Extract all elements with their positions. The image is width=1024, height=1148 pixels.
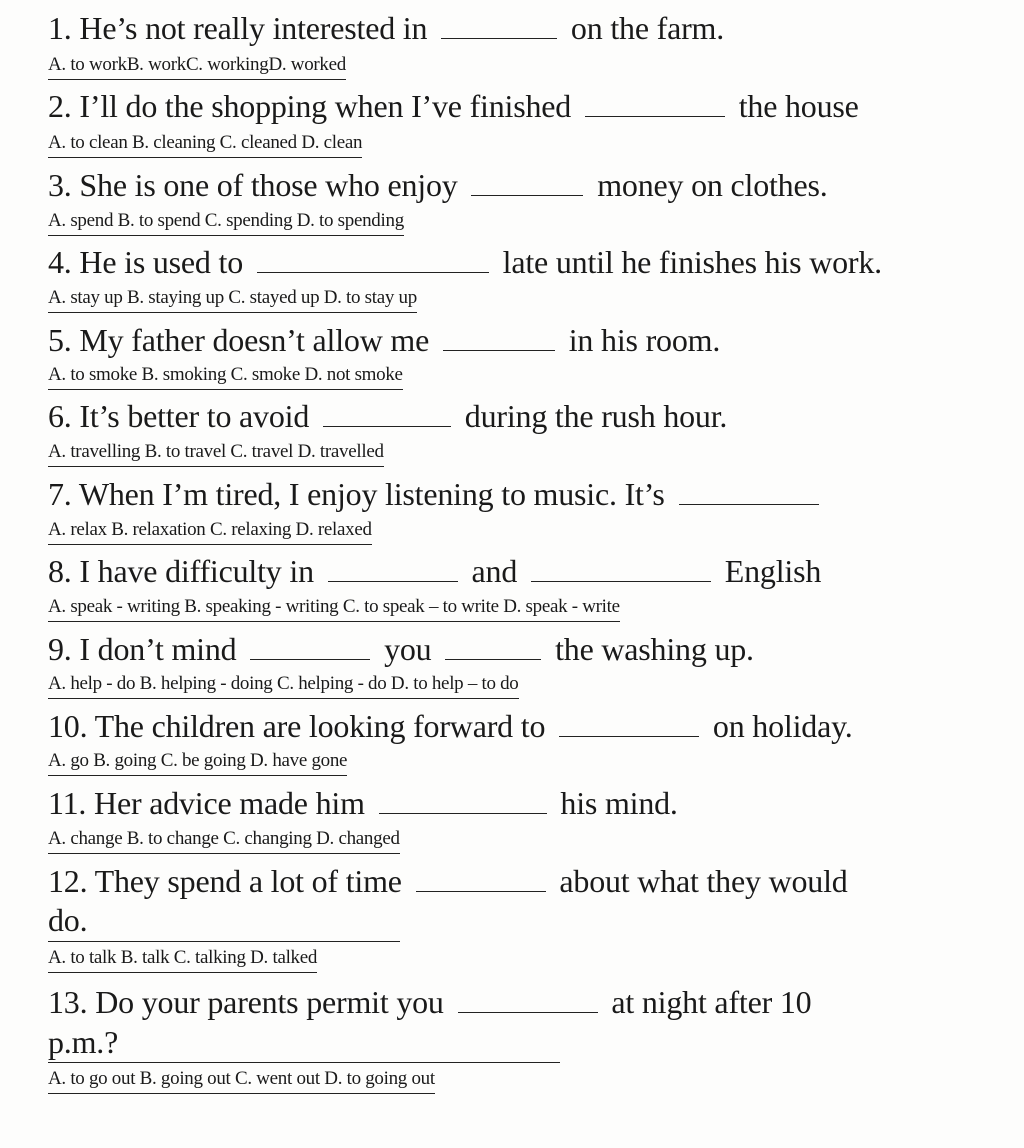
question-text: She is one of those who enjoy xyxy=(79,167,458,203)
option-c: C. travel xyxy=(230,441,294,462)
option-b: B. to change xyxy=(126,828,219,849)
question-number: 9. xyxy=(48,631,72,667)
option-c: C. talking xyxy=(173,947,246,968)
question-text: do. xyxy=(48,902,88,938)
option-c: C. smoke xyxy=(230,364,300,385)
question-text: I have difficulty in xyxy=(79,553,314,589)
options-2 xyxy=(48,132,362,158)
question-5 xyxy=(48,320,720,358)
question-number: 1. xyxy=(48,10,72,46)
question-number: 7. xyxy=(48,476,72,512)
question-10 xyxy=(48,706,853,744)
question-4 xyxy=(48,242,882,280)
answer-blank[interactable] xyxy=(257,242,489,273)
answer-blank[interactable] xyxy=(585,86,725,117)
question-text: you xyxy=(384,631,432,667)
question-number: 10. xyxy=(48,708,88,744)
option-a: A. speak - writing xyxy=(48,596,180,617)
option-d: D. speak - write xyxy=(503,596,620,617)
answer-blank[interactable] xyxy=(559,706,699,737)
option-d: D. to help – to do xyxy=(390,673,519,694)
answer-blank-1[interactable] xyxy=(250,629,370,660)
option-b: B. helping - doing xyxy=(139,673,273,694)
option-a: A. to smoke xyxy=(48,364,138,385)
question-text: Her advice made him xyxy=(94,785,365,821)
option-c: C. relaxing xyxy=(209,519,292,540)
question-number: 4. xyxy=(48,244,72,280)
option-b: B. smoking xyxy=(141,364,227,385)
question-9 xyxy=(48,629,754,667)
question-text: at night after 10 xyxy=(611,984,812,1020)
options-12 xyxy=(48,947,317,973)
question-7 xyxy=(48,474,825,512)
question-text: Do your parents permit you xyxy=(95,984,444,1020)
answer-blank[interactable] xyxy=(379,783,547,814)
option-a: A. to talk xyxy=(48,947,117,968)
question-text: late until he finishes his work. xyxy=(502,244,882,280)
question-12 xyxy=(48,861,848,899)
option-a: A. travelling xyxy=(48,441,141,462)
answer-blank-2[interactable] xyxy=(445,629,541,660)
question-6 xyxy=(48,396,727,434)
option-a: A. stay up xyxy=(48,287,123,308)
question-text: My father doesn’t allow me xyxy=(79,322,430,358)
option-b: B. to spend xyxy=(117,210,201,231)
question-number: 12. xyxy=(48,863,88,899)
options-1 xyxy=(48,54,346,80)
question-text: on the farm. xyxy=(570,10,725,46)
option-d: D. relaxed xyxy=(295,519,372,540)
option-d: D. clean xyxy=(301,132,363,153)
question-text: I don’t mind xyxy=(79,631,237,667)
question-1 xyxy=(48,8,724,46)
options-7 xyxy=(48,519,372,545)
option-a: A. go xyxy=(48,750,89,771)
answer-blank[interactable] xyxy=(416,861,546,892)
option-d: D. worked xyxy=(268,54,346,75)
question-text: They spend a lot of time xyxy=(94,863,402,899)
question-8 xyxy=(48,551,821,589)
question-text: It’s better to avoid xyxy=(79,398,310,434)
option-a: A. to work xyxy=(48,54,127,75)
answer-blank[interactable] xyxy=(443,320,555,351)
option-d: D. travelled xyxy=(297,441,384,462)
question-number: 2. xyxy=(48,88,72,124)
option-d: D. to spending xyxy=(296,210,404,231)
option-a: A. help - do xyxy=(48,673,136,694)
option-c: C. changing xyxy=(223,828,312,849)
option-b: B. to travel xyxy=(144,441,226,462)
option-b: B. work xyxy=(126,54,186,75)
question-text: money on clothes. xyxy=(597,167,828,203)
option-d: D. have gone xyxy=(250,750,348,771)
question-text: the washing up. xyxy=(555,631,754,667)
option-c: C. working xyxy=(185,54,269,75)
question-13 xyxy=(48,982,811,1020)
question-3 xyxy=(48,165,828,203)
divider-line xyxy=(48,1062,560,1063)
option-c: C. spending xyxy=(204,210,293,231)
option-b: B. relaxation xyxy=(111,519,206,540)
question-text: the house xyxy=(738,88,859,124)
answer-blank[interactable] xyxy=(679,474,819,505)
question-text: He’s not really interested in xyxy=(79,10,428,46)
option-b: B. going xyxy=(93,750,157,771)
question-number: 6. xyxy=(48,398,72,434)
option-a: A. relax xyxy=(48,519,107,540)
question-text: about what they would xyxy=(559,863,848,899)
option-b: B. going out xyxy=(139,1068,231,1089)
question-text: I’ll do the shopping when I’ve finished xyxy=(79,88,572,124)
question-number: 5. xyxy=(48,322,72,358)
option-b: B. speaking - writing xyxy=(184,596,339,617)
option-a: A. to clean xyxy=(48,132,128,153)
option-c: C. went out xyxy=(234,1068,320,1089)
option-c: C. be going xyxy=(160,750,246,771)
question-12-continuation xyxy=(48,902,87,938)
answer-blank[interactable] xyxy=(441,8,557,39)
option-d: D. talked xyxy=(250,947,318,968)
options-10 xyxy=(48,750,347,776)
options-6 xyxy=(48,441,384,467)
question-text: during the rush hour. xyxy=(464,398,728,434)
question-text: and xyxy=(471,553,518,589)
option-d: D. to stay up xyxy=(323,287,417,308)
question-text: on holiday. xyxy=(712,708,853,744)
options-3 xyxy=(48,210,404,236)
question-11 xyxy=(48,783,678,821)
option-a: A. spend xyxy=(48,210,114,231)
option-a: A. change xyxy=(48,828,123,849)
option-d: D. to going out xyxy=(324,1068,435,1089)
answer-blank-2[interactable] xyxy=(531,551,711,582)
question-text: p.m.? xyxy=(48,1024,119,1060)
option-c: C. stayed up xyxy=(228,287,320,308)
question-2 xyxy=(48,86,859,124)
option-c: C. to speak – to write xyxy=(342,596,499,617)
option-c: C. cleaned xyxy=(219,132,297,153)
question-text: He is used to xyxy=(79,244,244,280)
option-b: B. talk xyxy=(120,947,170,968)
options-8 xyxy=(48,596,620,622)
options-5 xyxy=(48,364,403,390)
option-d: D. changed xyxy=(316,828,400,849)
answer-blank[interactable] xyxy=(323,396,451,427)
question-text: English xyxy=(724,553,822,589)
answer-blank[interactable] xyxy=(471,165,583,196)
question-text: in his room. xyxy=(568,322,721,358)
option-b: B. staying up xyxy=(127,287,224,308)
question-number: 8. xyxy=(48,553,72,589)
answer-blank-1[interactable] xyxy=(328,551,458,582)
answer-blank[interactable] xyxy=(458,982,598,1013)
question-text: his mind. xyxy=(560,785,678,821)
option-a: A. to go out xyxy=(48,1068,136,1089)
question-number: 13. xyxy=(48,984,88,1020)
options-11 xyxy=(48,828,400,854)
option-c: C. helping - do xyxy=(276,673,387,694)
question-text: When I’m tired, I enjoy listening to music. It’s xyxy=(78,476,665,512)
question-text: The children are looking forward to xyxy=(94,708,546,744)
question-number: 11. xyxy=(48,785,87,821)
option-d: D. not smoke xyxy=(304,364,403,385)
options-9 xyxy=(48,673,519,699)
question-13-continuation xyxy=(48,1024,118,1060)
divider-line xyxy=(48,941,400,942)
options-4 xyxy=(48,287,417,313)
option-b: B. cleaning xyxy=(131,132,216,153)
options-13 xyxy=(48,1068,435,1094)
question-number: 3. xyxy=(48,167,72,203)
